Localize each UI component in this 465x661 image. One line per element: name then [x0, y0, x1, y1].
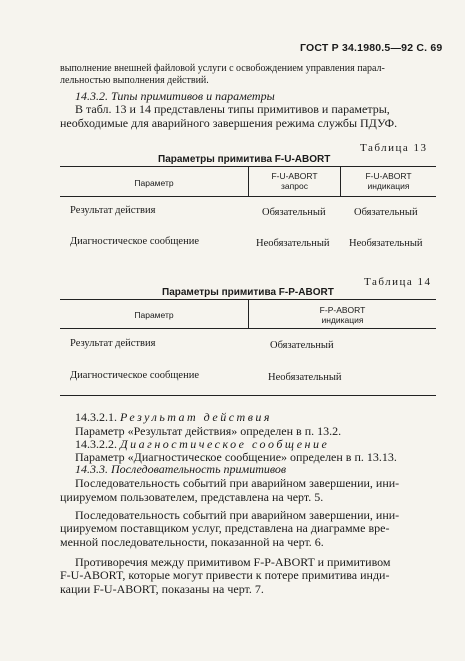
table-13-col-param: Параметр: [134, 178, 174, 188]
table-13-row-1-c2: Обязательный: [262, 207, 326, 218]
paragraph-1-line-2: циируемом пользователем, представлена на черт. 5.: [60, 490, 324, 504]
subsection-14-3-2-2-number: 14.3.2.2.: [75, 437, 117, 451]
subsection-14-3-2-1-text: Параметр «Результат действия» определен в п. 13.2.: [75, 424, 342, 438]
table-13-col2-top: F-U-ABORT: [271, 171, 318, 181]
table-13-row-1-c3: Обязательный: [354, 207, 418, 218]
paragraph-2-line-3: менной последовательности, показанной на черт. 6.: [60, 535, 324, 549]
paragraph-1-line-1: Последовательность событий при аварийном завершении, ини-: [75, 476, 400, 490]
paragraph-2-line-1: Последовательность событий при аварийном завершении, ини-: [75, 508, 400, 522]
table-13-row-1-param: Результат действия: [70, 205, 156, 216]
table-14-col-param: Параметр: [134, 310, 174, 320]
table-13-caption: Параметры примитива F-U-ABORT: [158, 154, 331, 165]
subsection-14-3-3-heading: 14.3.3. Последовательность примитивов: [75, 462, 287, 476]
subsection-14-3-2-2-title: Диагностическое сообщение: [120, 437, 330, 451]
table-14-col2-bottom: индикация: [321, 315, 364, 325]
table-13-row-2-param: Диагностическое сообщение: [70, 236, 199, 247]
intro-line-2: лельностью выполнения действий.: [60, 75, 209, 86]
table-14-row-1-param: Результат действия: [70, 338, 156, 349]
subsection-14-3-2-1-number: 14.3.2.1.: [75, 410, 117, 424]
table-13-col2-bottom: запрос: [281, 181, 308, 191]
subsection-14-3-2-1: [75, 410, 272, 424]
subsection-14-3-2-2: [75, 437, 329, 451]
paragraph-3-line-3: кации F-U-ABORT, показаны на черт. 7.: [60, 582, 264, 596]
table-14-row-2-param: Диагностическое сообщение: [70, 370, 199, 381]
paragraph-3-line-2: F-U-ABORT, которые могут привести к потере примитива инди-: [60, 568, 390, 582]
table-13-row-2-c2: Необязательный: [256, 238, 330, 249]
table-14-caption: Параметры примитива F-P-ABORT: [162, 287, 334, 298]
paragraph-2-line-2: циируемом поставщиком услуг, представлена на диаграмме вре-: [60, 521, 390, 535]
section-text-line-1: В табл. 13 и 14 представлены типы примитивов и параметры,: [75, 102, 390, 116]
subsection-14-3-2-1-title: Результат действия: [120, 410, 273, 424]
table-14-row-2-c2: Необязательный: [268, 372, 342, 383]
table-14-label: Таблица 14: [364, 276, 432, 288]
table-13-label: Таблица 13: [360, 142, 428, 154]
table-14-col2-top: F-P-ABORT: [319, 305, 366, 315]
section-heading-14-3-2: 14.3.2. Типы примитивов и параметры: [75, 89, 275, 103]
intro-line-1: выполнение внешней файловой услуги с освобождением управления парал-: [60, 63, 385, 74]
paragraph-3-line-1: Противоречия между примитивом F-P-ABORT и примитивом: [75, 555, 391, 569]
subsection-14-3-2-2-text: Параметр «Диагностическое сообщение» определен в п. 13.13.: [75, 450, 397, 464]
section-text-line-2: необходимые для аварийного завершения режима службы ПДУФ.: [60, 116, 398, 130]
table-13-col3-bottom: индикация: [367, 181, 410, 191]
table-14-row-1-c2: Обязательный: [270, 340, 334, 351]
page-header: ГОСТ Р 34.1980.5—92 С. 69: [300, 42, 443, 54]
table-13-col3-top: F-U-ABORT: [365, 171, 412, 181]
table-13-row-2-c3: Необязательный: [349, 238, 423, 249]
